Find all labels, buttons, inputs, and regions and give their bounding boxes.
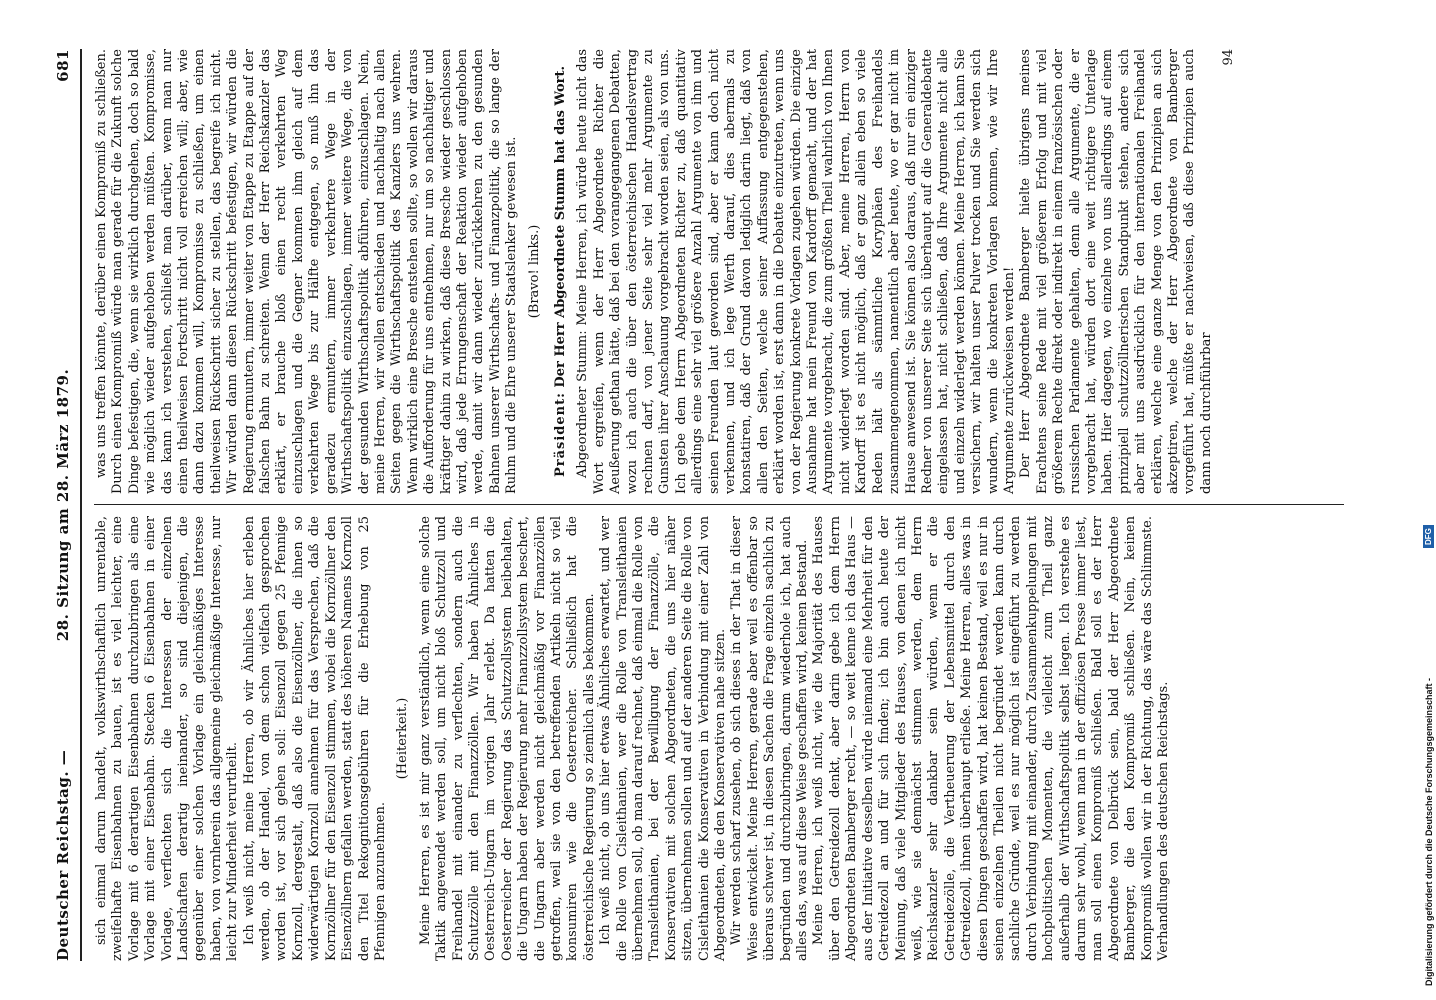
paragraph: Meine Herren, es ist mir ganz verständlich, wenn eine solche Taktik angewendet werden soll, um nicht bloß Schutzzoll und Freihandel mit einander zu verflechten, sondern auch die Schutzzölle mit den Finanzzöllen. Wir haben Ähnliches in Oesterreich-Ungarn im vorigen Jahr erlebt. Da hatten die Oesterreicher der Regierung das Schutzzollsystem beibehalten, die Ungarn haben der Regierung mehr Finanzzollsystem beschert, die Ungarn aber werden nicht gleichmäßig vor Finanzzöllen getroffen, weil sie von den betreffenden Artikeln nicht so viel konsumiren wie die Oesterreicher. Schließlich hat die österreichische Regierung so ziemlich alles bekommen. [417,516,597,961]
paragraph: Der Herr Abgeordnete Bamberger hielte übrigens meines Erachtens seine Rede mit viel größerem Erfolg und mit viel größerem Rechte direkt oder indirekt in einem französischen oder russischen Parlamente gehalten, denn alle Argumente, die er vorgebracht hat, würden dort eine weit richtigere Unterlage haben. Hier dagegen, wo einzelne von uns allerdings auf einem prinzipiell schutzzöllnerischen Standpunkt stehen, andere sich aber mit uns ausdrücklich für den internationalen Freihandel erklären, welche eine ganze Menge von den Prinzipien an sich akzeptiren, welche der Herr Abgeordnete von Bamberger vorgeführt hat, müßte er nachweisen, daß diese Prinzipien auch dann noch durchführbar [1018,49,1214,494]
interjection-laughter: (Heiterkeit.) [395,697,411,780]
president-line [553,49,569,494]
president-text: Der Herr Abgeordnete Stumm hat das Wort. [552,65,568,388]
header-page-number: 681 [54,49,72,82]
column-divider [94,504,1344,505]
paragraph: Wir werden scharf zusehen, ob sich dieses in der That in dieser Weise entwickelt. Meine Herren, gerade aber weil es offenbar so überaus schwer ist, in diesen Sachen die Frage einzeln sachlich zu begründen und durchzubringen, darum wiederhole ich, hat auch alles das, was auf diese Weise geschaffen wird, keinen Bestand. [729,516,811,961]
credit-text: Digitalisierung gefördert durch die Deutsche Forschungsgemeinschaft - [1424,677,1434,986]
interjection-bravo: (Bravo! links.) [526,224,542,319]
paragraph: Abgeordneter Stumm: Meine Herren, ich würde heute nicht das Wort ergreifen, wenn der Herr Abgeordnete Richter die Aeußerung gethan hätte, daß bei den vorangegangenen Debatten, wozu ich auch die über den österreichischen Handelsvertrag rechnen darf, von jener Seite sehr viel mehr Argumente zu Gunsten ihrer Anschauung vorgebracht worden seien, als von uns. Ich gebe dem Herrn Abgeordneten Richter zu, daß quantitativ allerdings eine sehr viel größere Anzahl Argumente von ihm und seinen Freunden laut geworden sind, aber er kann doch nicht verkennen, und ich lege Werth darauf, dies abermals zu konstatiren, daß der Grund davon lediglich darin liegt, daß von allen den Seiten, welche seiner Auffassung entgegenstehen, erklärt worden ist, erst dann in die Debatte einzutreten, wenn uns von der Regierung konkrete Vorlagen zugehen würden. Die einzige Ausnahme hat mein Freund von Kardorff gemacht, und der hat Argumente vorgebracht, die zum größten Theil wahrlich von Ihnen nicht widerlegt worden sind. Aber, meine Herren, Herrn von Kardorff ist es nicht möglich, daß er ganz allein eben so viele Reden hält als sämmtliche Koryphäen des Freihandels zusammengenommen, namentlich aber heute, wo er gar nicht im Hause anwesend ist. Sie können also daraus, daß nur ein einziger Redner von unserer Seite sich überhaupt auf die Generaldebatte eingelassen hat, nicht schließen, daß Ihre Argumente nicht alle und einzeln widerlegt werden können. Meine Herren, ich kann Sie versichern, wir halten unser Pulver trocken und Sie werden sich wundern, wenn die konkreten Vorlagen kommen, wie wir Ihre Argumente zurückweisen werden! [575,49,1017,494]
paragraph: was uns treffen könnte, derüber einen Kompromiß zu schließen. Durch einen Kompromiß würde man gerade für die Zukunft solche Dinge befestigen, die, wenn sie wirklich durchgehen, doch so bald wie möglich wieder aufgehoben werden müßten. Kompromisse, das kann ich verstehen, schließt man darüber, wenn man nur einen theilweisen Fortschritt nicht voll erreichen will; aber, wie dann dazu kommen will, Kompromisse zu schließen, um einen theilweisen Rückschritt sicher zu stellen, das begreife ich nicht. Wir würden dann diesen Rückschritt befestigen, wir würden die Regierung ermuntern, immer weiter von Etappe zu Etappe auf der falschen Bahn zu schreiten. Wenn der Herr Reichskanzler das erklärt, er brauche bloß einen recht verkehrten Weg einzuschlagen und die Gegner kommen ihm gleich auf dem verkehrten Wege bis zur Hälfte entgegen, so muß ihn das geradezu ermuntern, immer verkehrtere Wege in der Wirthschaftspolitik einzuschlagen, immer weitere Wege, die von der gesunden Wirthschaftspolitik abführen, einzuschlagen. Nein, meine Herren, wir wollen entschieden und nachhaltig nach allen Seiten gegen die Wirthschaftspolitik des Kanzlers uns wehren. Wenn wirklich eine Bresche entstehen sollte, so wollen wir daraus die Aufforderung für uns entnehmen, nur um so nachhaltiger und kräftiger dahin zu wirken, daß diese Bresche wieder geschlossen wird, daß jede Errungenschaft der Reaktion wieder aufgehoben werde, damit wir dann wieder zurückkehren zu den gesunden Bahnen unserer Wirthschafts- und Finanzpolitik, die so lange der Ruhm und die Ehre unserer Staatslenker gewesen ist. [94,49,520,494]
dfg-logo: DFG [1423,525,1434,548]
paragraph: Ich weiß nicht, ob uns hier etwas Ähnliches erwartet, und wer die Rolle von Cisleithanien, wer die Rolle von Transleithanien übernehmen soll, ob man darauf rechnet, daß einmal die Rolle von Transleithanien, bei der Bewilligung der Finanzzölle, die Konservativen mit solchen Abgeordneten, die uns hier näher sitzen, übernehmen sollen und auf der anderen Seite die Rolle von Cisleithanien die Konservativen in Verbindung mit einer Zahl von Abgeordneten, die den Konservativen nahe sitzen. [598,516,729,961]
paragraph: Ich weiß nicht, meine Herren, ob wir Ähnliches hier erleben werden, ob der Handel, von dem schon vielfach gesprochen worden ist, vor sich gehen soll: Eisenzoll gegen 25 Pfennige Kornzoll, dergestalt, daß also die Eisenzöllner, die ihnen so widerwärtigen Kornzoll annehmen für das Versprechen, daß die Kornzöllner für den Eisenzoll stimmen, wobei die Kornzöllner den Eisenzöllnern gefallen werden, statt des höheren Namens Kornzoll den Titel Rekognitionsgebühren für die Erhebung von 25 Pfennigen anzunehmen. [241,516,388,961]
speaker-label: Präsident: [552,392,568,478]
left-column [94,516,1344,961]
signature-mark: 94 [1221,49,1237,66]
paragraph: sich einmal darum handelt, volkswirthschaftlich unrentable, zweifelhafte Eisenbahnen zu bauen, ist es viel leichter, eine Vorlage mit 6 derartigen Eisenbahnen durchzubringen als eine Vorlage mit einer Eisenbahn. Stecken 6 Eisenbahnen in einer Vorlage, verflechten sich die Interessen der einzelnen Landschaften derartig ineinander, so sind diejenigen, die gegenüber einer solchen Vorlage ein gleichmäßiges Interesse haben, von vornherein das allgemeine gleichmäßige Interesse, nur leicht zur Minderheit verurtheilt. [94,516,241,961]
right-column [94,49,1344,494]
paragraph: Meine Herren, ich weiß nicht, wie die Majorität des Hauses über den Getreidezoll denkt, aber darin gebe ich dem Herrn Abgeordneten Bamberger recht, — so weit kenne ich das Haus — aus der Initiative desselben würde niemand eine Mehrheit für den Getreidezoll an und für sich finden; ich bin auch heute der Meinung, daß viele Mitglieder des Hauses, von denen ich nicht weiß, wie sie demnächst stimmen werden, dem Herrn Reichskanzler sehr dankbar sein würden, wenn er die Getreidezölle, die Vertheuerung der Lebensmittel durch den Getreidezoll, ihnen überhaupt erließe. Meine Herren, alles was in diesen Dingen geschaffen wird, hat keinen Bestand, weil es nur in seinen einzelnen Theilen nicht begründet werden kann durch sachliche Gründe, weil es nur möglich ist eingeführt zu werden durch Verbindung mit einander, durch Zusammenkuppelungen mit hochpolitischen Momenten, die vielleicht zum Theil ganz außerhalb der Wirthschaftspolitik selbst liegen. Ich verstehe es darum sehr wohl, wenn man in der offiziösen Presse immer liest, man soll einen Kompromiß schließen. Bald soll es der Herr Abgeordnete von Delbrück sein, bald der Herr Abgeordnete Bamberger, die den Kompromiß schließen. Nein, keinen Kompromiß wollen wir in der Richtung, das wäre das Schlimmste. Verhandlungen des deutschen Reichstags. [811,516,1171,961]
header-publication: Deutscher Reichstag. — [54,749,72,961]
header-session: 28. Sitzung am 28. März 1879. [54,368,72,642]
newspaper-page [30,35,1360,975]
digitization-credit [1424,0,1436,1000]
page-header [54,49,82,961]
